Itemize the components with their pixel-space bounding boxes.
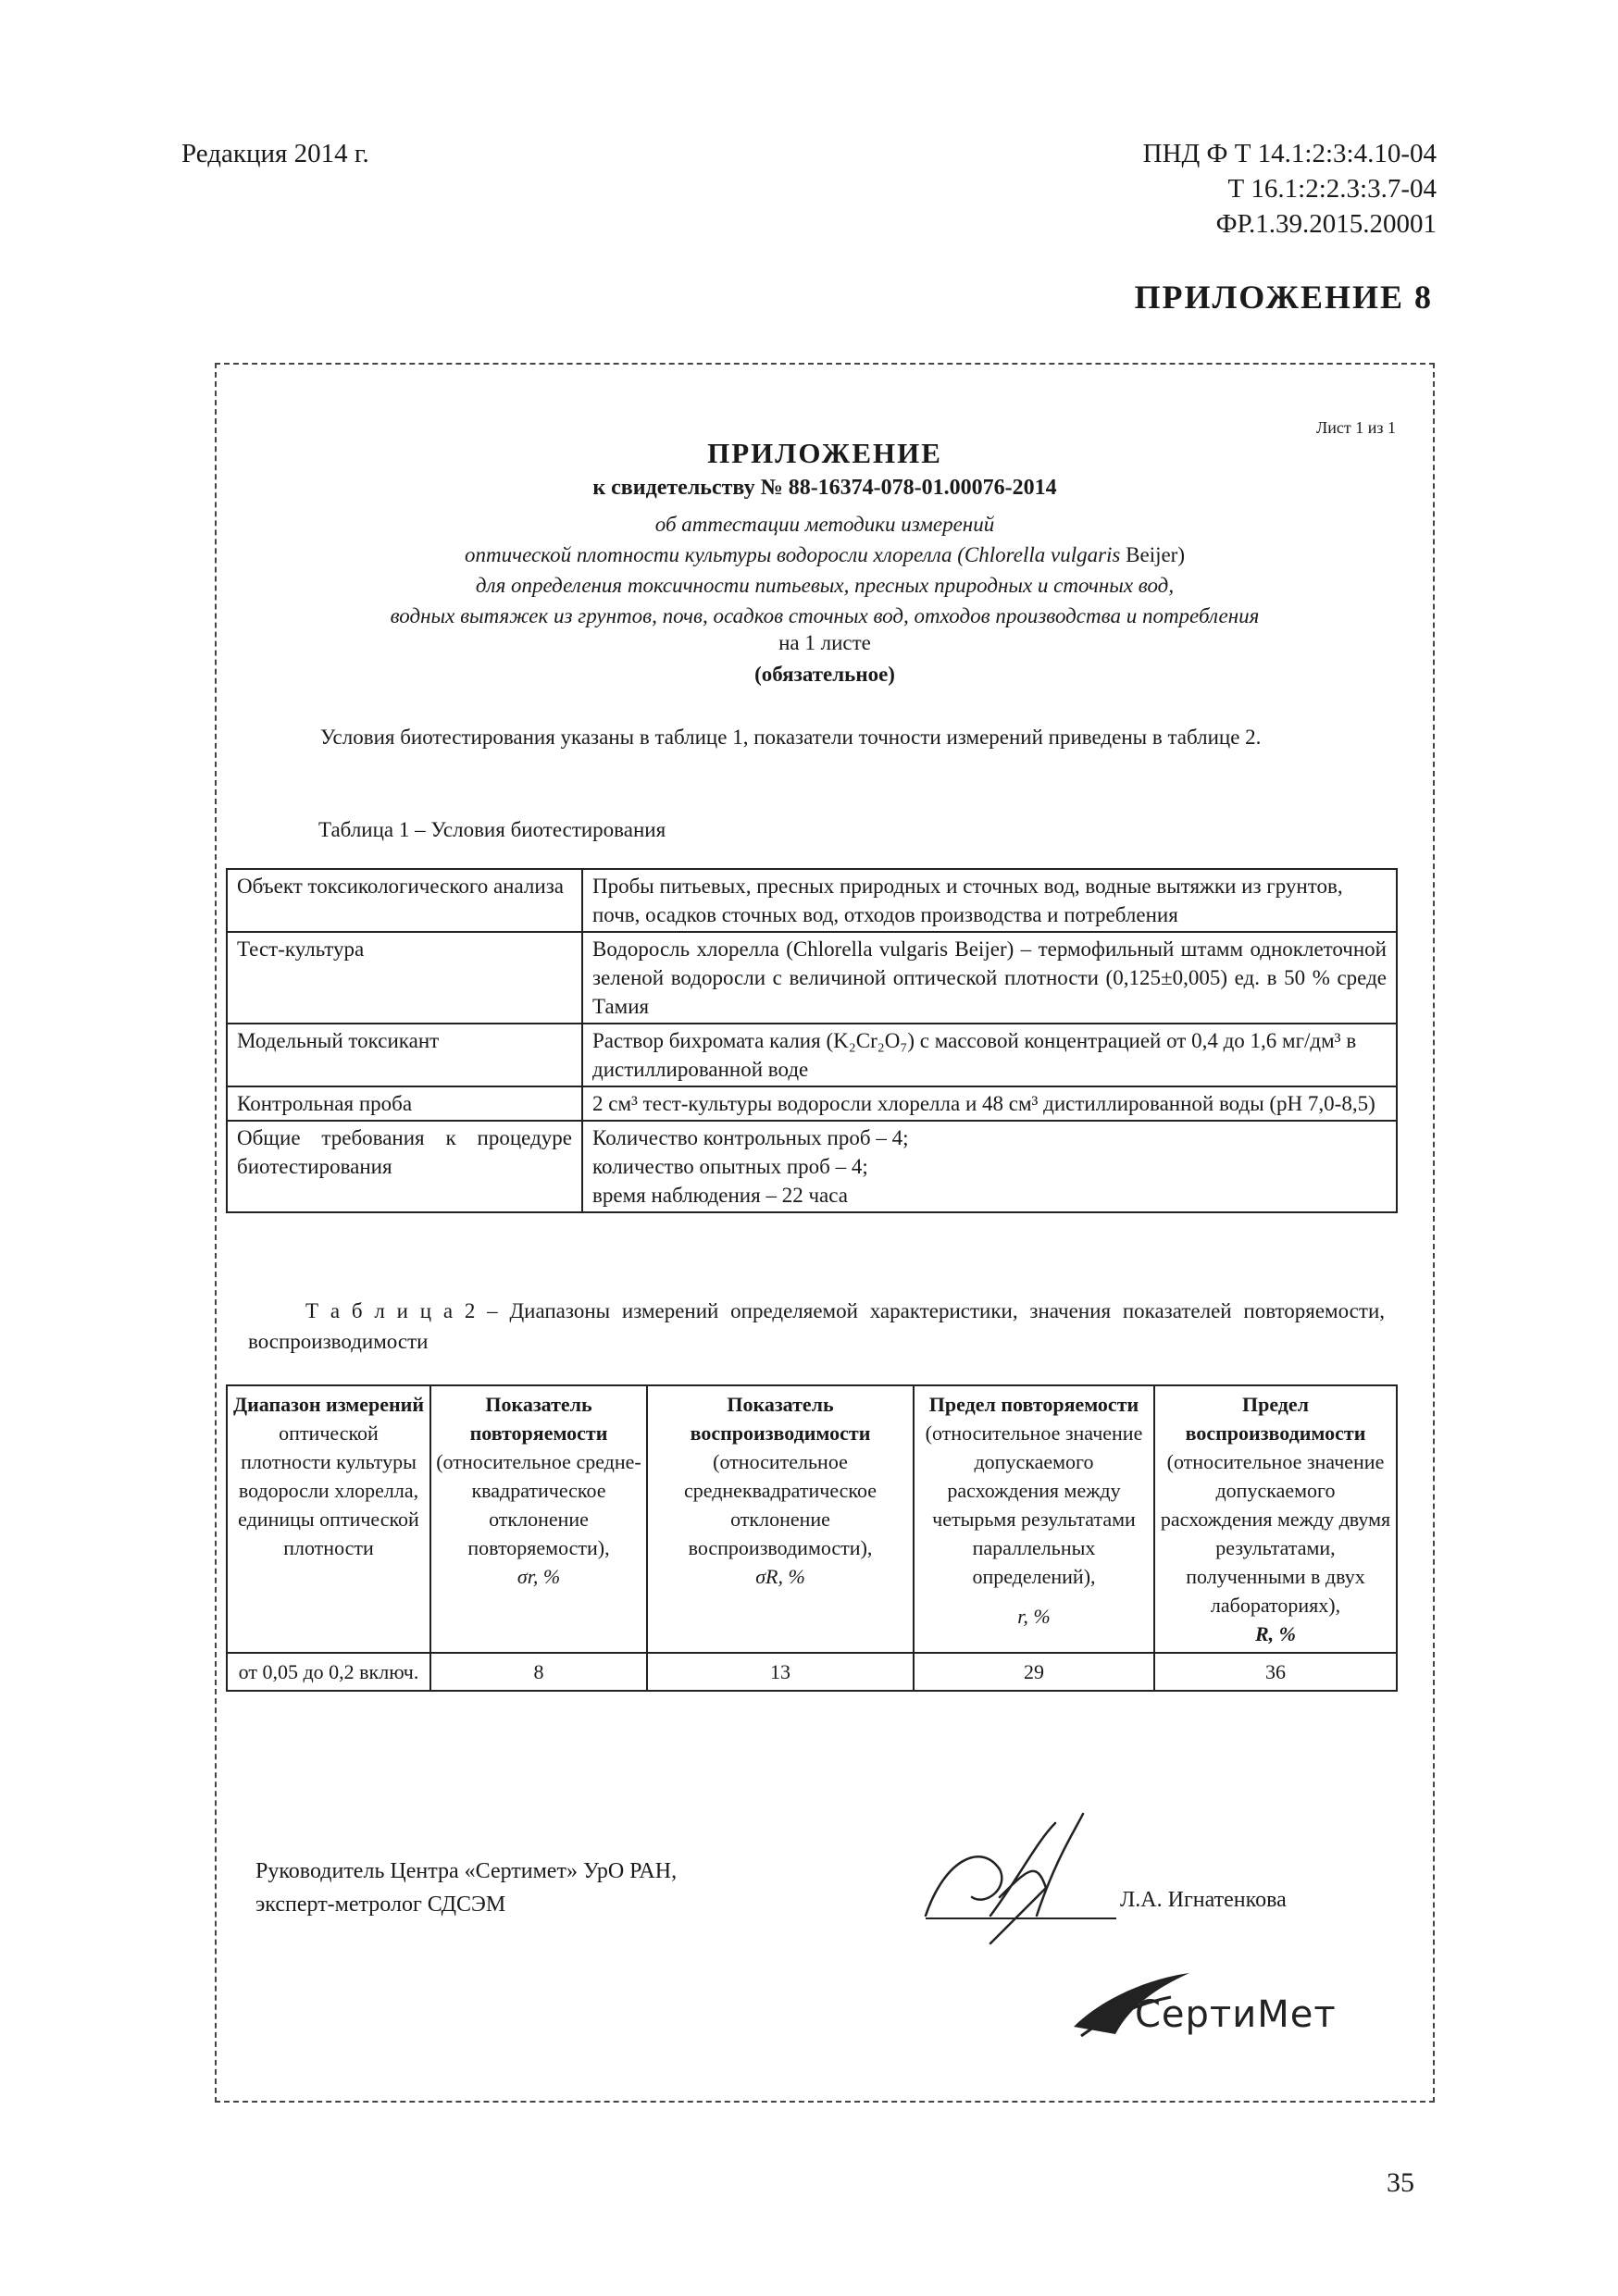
- table-cell: 36: [1154, 1653, 1397, 1691]
- table-cell-label: Модельный токсикант: [227, 1024, 582, 1086]
- intro-paragraph: Условия биотестирования указаны в таблице 1, показатели точности измерений приведены в таблице 2.: [320, 726, 1262, 749]
- table-header-row: [227, 1385, 1397, 1653]
- header-desc: (относительное средне-квадратическое отклонение повторяемости),: [436, 1450, 641, 1559]
- signatory-position-line-1: Руководитель Центра «Сертимет» УрО РАН,: [255, 1859, 678, 1883]
- table-header-cell: [647, 1385, 914, 1653]
- table-cell: 8: [430, 1653, 647, 1691]
- table-cell-value: 2 см³ тест-культуры водоросли хлорелла и 48 см³ дистиллированной воды (pH 7,0-8,5): [582, 1086, 1397, 1121]
- subtitle-line-1: об аттестации методики измерений: [654, 513, 995, 536]
- table1-caption: Таблица 1 – Условия биотестирования: [318, 818, 666, 841]
- table-header-cell: [227, 1385, 430, 1653]
- header-title: Предел повторяемости: [928, 1393, 1139, 1416]
- header-title: Показатель воспроизводимости: [690, 1393, 871, 1445]
- certificate-title: ПРИЛОЖЕНИЕ: [707, 437, 942, 469]
- sheet-label: Лист 1 из 1: [1316, 418, 1396, 437]
- signatory-name: Л.А. Игнатенкова: [1120, 1888, 1287, 1912]
- table-row: [227, 932, 1397, 1024]
- signatory-position: [255, 1855, 677, 1921]
- handwritten-signature: [898, 1805, 1120, 1962]
- table-header-cell: [1154, 1385, 1397, 1653]
- table-header-cell: [914, 1385, 1154, 1653]
- certificate-number: к свидетельству № 88-16374-078-01.00076-2014: [592, 476, 1057, 500]
- header-symbol: R, %: [1255, 1622, 1296, 1645]
- table-header-cell: [430, 1385, 647, 1653]
- header-title: Диапазон измерений: [232, 1393, 425, 1416]
- header-desc: (относительное значение допускаемого расхождения между двумя результатами, полученными в двух лабораториях),: [1160, 1450, 1391, 1617]
- table-cell-value: Количество контрольных проб – 4; количество опытных проб – 4; время наблюдения – 22 часа: [582, 1121, 1397, 1212]
- document-code-3: ФР.1.39.2015.20001: [1215, 209, 1437, 239]
- table2-caption: Т а б л и ц а 2 – Диапазоны измерений определяемой характеристики, значения показателей повторяемости, воспроизводимости: [248, 1299, 1385, 1353]
- subtitle-line-3: для определения токсичности питьевых, пресных природных и сточных вод,: [475, 574, 1175, 597]
- mandatory-note: (обязательное): [754, 663, 895, 686]
- header-desc: оптической плотности культуры водоросли хлорелла, единицы оптической плотности: [238, 1421, 419, 1559]
- table-cell-label: Тест-культура: [227, 932, 582, 1024]
- header-symbol: σR, %: [755, 1565, 805, 1588]
- signatory-position-line-2: эксперт-метролог СДСЭМ: [255, 1893, 506, 1917]
- table-cell: 29: [914, 1653, 1154, 1691]
- subtitle-beijer: Beijer): [1126, 543, 1185, 566]
- table-cell-label: Контрольная проба: [227, 1086, 582, 1121]
- table-row: [227, 1121, 1397, 1212]
- header-title: Показатель повторяемости: [469, 1393, 608, 1445]
- table-row: [227, 1024, 1397, 1086]
- table-row: [227, 1086, 1397, 1121]
- table-cell-value: Раствор бихромата калия (K₂Cr₂O₇) с массовой концентрацией от 0,4 до 1,6 мг/дм³ в дистиллированной воде: [582, 1024, 1397, 1086]
- table-row: [227, 869, 1397, 932]
- table-cell-value: Водоросль хлорелла (Chlorella vulgaris Beijer) – термофильный штамм одноклеточной зеленой водоросли с величиной оптической плотности (0,125±0,005) ед. в 50 % среде Тамия: [582, 932, 1397, 1024]
- header-desc: (относительное среднеквадратическое отклонение воспроизводимости),: [683, 1450, 877, 1559]
- one-sheet-note: на 1 листе: [778, 631, 871, 654]
- table-cell: 13: [647, 1653, 914, 1691]
- accuracy-table: [226, 1384, 1398, 1692]
- header-symbol: r, %: [1017, 1605, 1051, 1628]
- subtitle-line-2: [215, 540, 1435, 570]
- subtitle-line-2-text: оптической плотности культуры водоросли хлорелла (Chlorella vulgaris: [464, 543, 1121, 566]
- document-code-2: Т 16.1:2:2.3:3.7-04: [1227, 174, 1437, 204]
- edition-label: Редакция 2014 г.: [181, 139, 369, 168]
- header-symbol: σr, %: [517, 1565, 561, 1588]
- sertimet-logo-text: СертиМет: [1135, 1993, 1337, 2036]
- table-row: [227, 1653, 1397, 1691]
- header-desc: (относительное значение допускаемого расхождения между четырьмя результатами параллельных определений),: [925, 1421, 1143, 1588]
- table-cell: от 0,05 до 0,2 включ.: [227, 1653, 430, 1691]
- appendix-title: ПРИЛОЖЕНИЕ 8: [1134, 279, 1433, 316]
- subtitle-line-4: водных вытяжек из грунтов, почв, осадков сточных вод, отходов производства и потребления: [390, 604, 1260, 627]
- header-title: Предел воспроизводимости: [1185, 1393, 1366, 1445]
- table-cell-label: Объект токсикологического анализа: [227, 869, 582, 932]
- page-number: 35: [1387, 2167, 1414, 2198]
- table-cell-value: Пробы питьевых, пресных природных и сточных вод, водные вытяжки из грунтов, почв, осадков сточных вод, отходов производства и потребления: [582, 869, 1397, 932]
- certificate-subtitle: [215, 509, 1435, 631]
- conditions-table: [226, 868, 1398, 1213]
- document-code-1: ПНД Ф Т 14.1:2:3:4.10-04: [1142, 139, 1437, 168]
- table-cell-label: Общие требования к процедуре биотестирования: [227, 1121, 582, 1212]
